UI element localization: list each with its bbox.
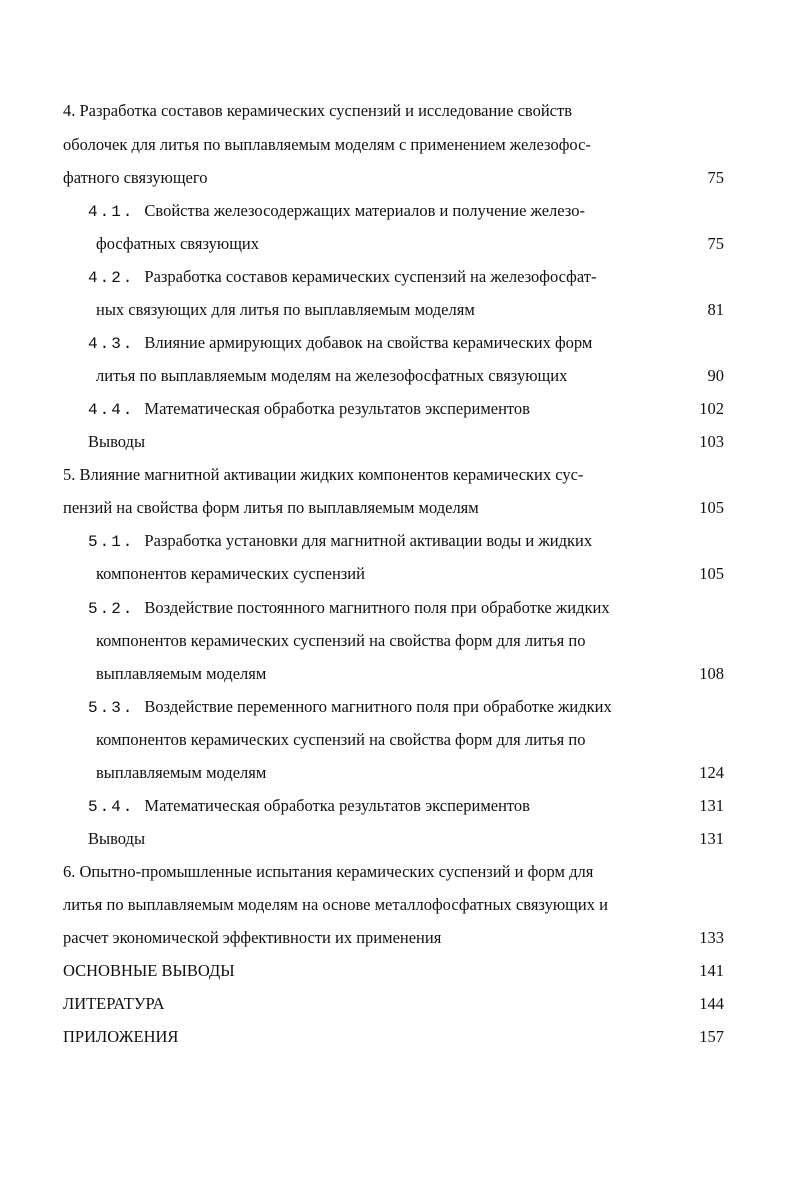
entry-text-line: 6. Опытно-промышленные испытания керамических суспензий и форм для — [63, 862, 594, 881]
entry-text-line: Влияние армирующих добавок на свойства керамических форм — [144, 333, 593, 352]
entry-text-line: Разработка составов керамических суспензий на железофосфат- — [144, 267, 597, 286]
entry-text-line: компонентов керамических суспензий на свойства форм для литья по — [96, 730, 586, 749]
page-number: 75 — [707, 168, 724, 187]
page-number: 105 — [699, 498, 724, 517]
section-number: 4.1. — [88, 203, 135, 221]
page-number: 102 — [699, 399, 724, 418]
entry-text-line: расчет экономической эффективности их применения — [63, 928, 442, 947]
entry-text-line: оболочек для литья по выплавляемым моделям с применением железофос- — [63, 135, 591, 154]
entry-text-line: пензий на свойства форм литья по выплавляемым моделям — [63, 498, 479, 517]
entry-text-line: Разработка установки для магнитной активации воды и жидких — [144, 531, 593, 550]
entry-text-line: Математическая обработка результатов экспериментов — [144, 399, 530, 418]
page-number: 141 — [699, 961, 724, 980]
entry-text-line: ПРИЛОЖЕНИЯ — [63, 1027, 179, 1046]
section-number: 5.4. — [88, 798, 135, 816]
entry-text-line: ОСНОВНЫЕ ВЫВОДЫ — [63, 961, 235, 980]
entry-text-line: Воздействие постоянного магнитного поля при обработке жидких — [144, 598, 610, 617]
entry-text-line: ЛИТЕРАТУРА — [63, 994, 165, 1013]
section-number: 4.4. — [88, 401, 135, 419]
entry-text-line: 4. Разработка составов керамических суспензий и исследование свойств — [63, 101, 572, 120]
page-number: 131 — [699, 796, 724, 815]
entry-text-line: выплавляемым моделям — [96, 763, 267, 782]
entry-text-line: литья по выплавляемым моделям на железофосфатных связующих — [96, 366, 568, 385]
section-number: 4.3. — [88, 335, 135, 353]
entry-text-line: фатного связующего — [63, 168, 208, 187]
entry-text-line: литья по выплавляемым моделям на основе металлофосфатных связующих и — [63, 895, 608, 914]
page-number: 157 — [699, 1027, 724, 1046]
page-number: 108 — [699, 664, 724, 683]
entry-text-line: Выводы — [88, 829, 146, 848]
entry-text-line: Математическая обработка результатов экспериментов — [144, 796, 530, 815]
entry-text-line: 5. Влияние магнитной активации жидких компонентов керамических сус- — [63, 465, 584, 484]
section-number: 4.2. — [88, 269, 135, 287]
page-number: 124 — [699, 763, 724, 782]
page-number: 90 — [707, 366, 724, 385]
page-number: 131 — [699, 829, 724, 848]
entry-text-line: Воздействие переменного магнитного поля при обработке жидких — [144, 697, 612, 716]
entry-text-line: Выводы — [88, 432, 146, 451]
section-number: 5.3. — [88, 699, 135, 717]
page-number: 103 — [699, 432, 724, 451]
entry-text-line: ных связующих для литья по выплавляемым моделям — [96, 300, 475, 319]
entry-text-line: компонентов керамических суспензий — [96, 564, 365, 583]
entry-text-line: компонентов керамических суспензий на свойства форм для литья по — [96, 631, 586, 650]
page-number: 81 — [707, 300, 724, 319]
section-number: 5.2. — [88, 600, 135, 618]
page-number: 144 — [699, 994, 724, 1013]
entry-text-line: фосфатных связующих — [96, 234, 259, 253]
page-number: 105 — [699, 564, 724, 583]
page-number: 75 — [707, 234, 724, 253]
entry-text-line: Свойства железосодержащих материалов и получение железо- — [144, 201, 585, 220]
entry-text-line: выплавляемым моделям — [96, 664, 267, 683]
section-number: 5.1. — [88, 533, 135, 551]
page-number: 133 — [699, 928, 724, 947]
